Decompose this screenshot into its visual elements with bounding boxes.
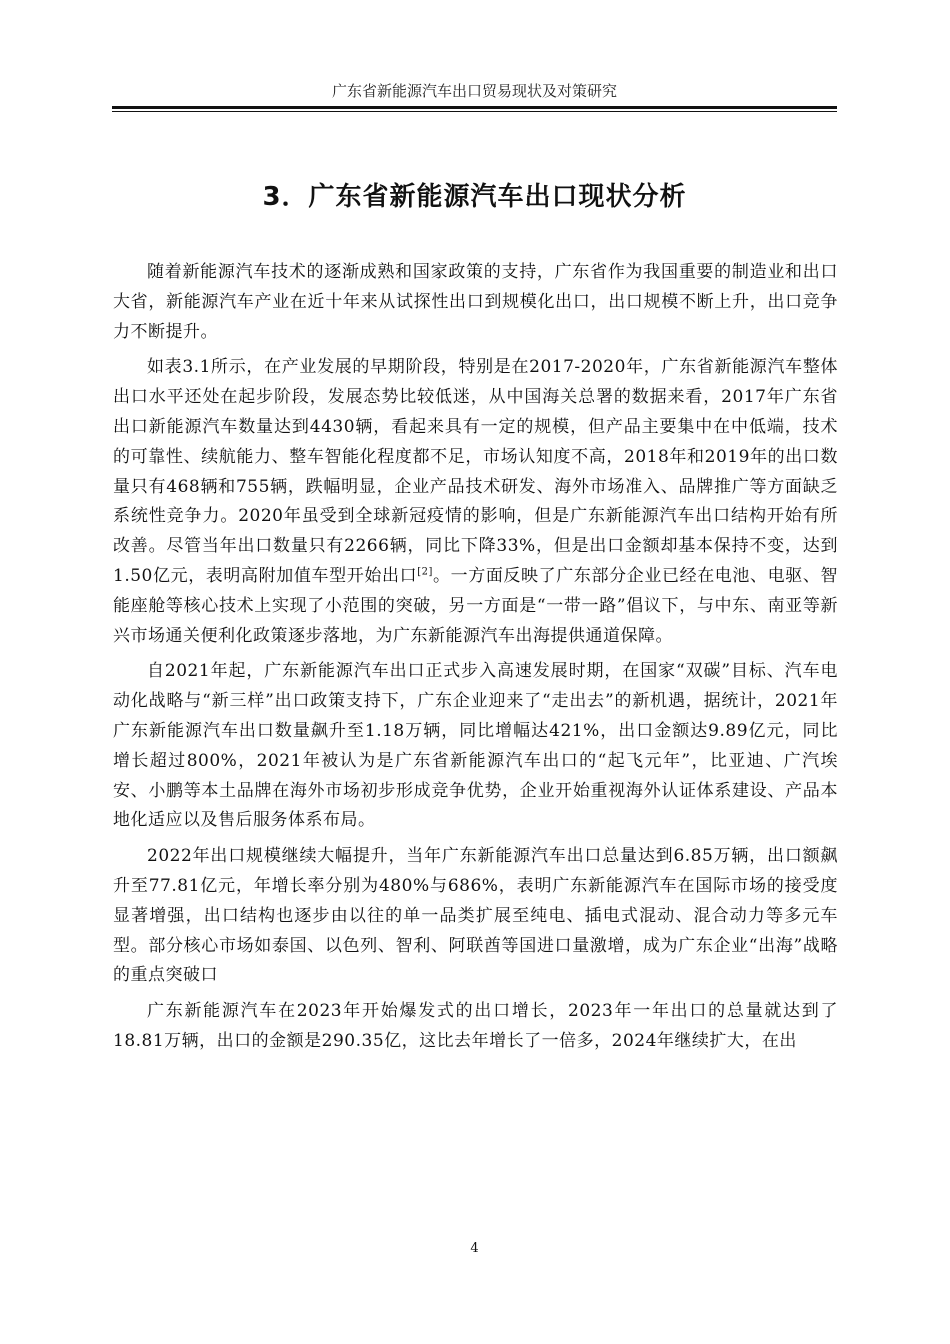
running-header: 广东省新能源汽车出口贸易现状及对策研究: [331, 82, 617, 100]
header-rule-thin: [112, 111, 837, 112]
citation-reference[interactable]: [2]: [417, 566, 433, 578]
paragraph-2023: 广东新能源汽车在2023年开始爆发式的出口增长，2023年一年出口的总量就达到了18.81万辆，出口的金额是290.35亿，这比去年增长了一倍多，2024年继续扩大，在出: [113, 1001, 838, 1051]
paragraph-2021: 自2021年起，广东新能源汽车出口正式步入高速发展时期，在国家“双碳”目标、汽车电动化战略与“新三样”出口政策支持下，广东企业迎来了“走出去”的新机遇，据统计，2021年广东新能源汽车出口数量飙升至1.18万辆，同比增幅达421%，出口金额达9.89亿元，同比增长超过800%，2021年被认为是广东省新能源汽车出口的“起飞元年”，比亚迪、广汽埃安、小鹏等本土品牌在海外市场初步形成竞争优势，企业开始重视海外认证体系建设、产品本地化适应以及售后服务体系布局。: [113, 661, 838, 831]
paragraph-2022: 2022年出口规模继续大幅提升，当年广东新能源汽车出口总量达到6.85万辆，出口额飙升至77.81亿元，年增长率分别为480%与686%，表明广东新能源汽车在国际市场的接受度显著增强，出口结构也逐步由以往的单一品类扩展至纯电、插电式混动、混合动力等多元车型。部分核心市场如泰国、以色列、智利、阿联酋等国进口量激增，成为广东企业“出海”战略的重点突破口: [113, 846, 838, 986]
body-text: [113, 258, 838, 1063]
chapter-title: 3．广东省新能源汽车出口现状分析: [262, 182, 687, 213]
page-number: 4: [470, 1241, 479, 1256]
paragraph-early-stage: [113, 353, 838, 651]
paragraph-intro: 随着新能源汽车技术的逐渐成熟和国家政策的支持，广东省作为我国重要的制造业和出口大省，新能源汽车产业在近十年来从试探性出口到规模化出口，出口规模不断上升，出口竞争力不断提升。: [113, 262, 838, 342]
header-rule-thick: [112, 106, 837, 109]
paragraph-early-stage-text-after: 。一方面反映了广东部分企业已经在电池、电驱、智能座舱等核心技术上实现了小范围的突破，另一方面是“一带一路”倡议下，与中东、南亚等新兴市场通关便利化政策逐步落地，为广东新能源汽车出海提供通道保障。: [113, 565, 838, 646]
paragraph-early-stage-text: 如表3.1所示，在产业发展的早期阶段，特别是在2017-2020年，广东省新能源汽车整体出口水平还处在起步阶段，发展态势比较低迷，从中国海关总署的数据来看，2017年广东省出口新能源汽车数量达到4430辆，看起来具有一定的规模，但产品主要集中在中低端，技术的可靠性、续航能力、整车智能化程度都不足，市场认知度不高，2018年和2019年的出口数量只有468辆和755辆，跌幅明显，企业产品技术研发、海外市场准入、品牌推广等方面缺乏系统性竞争力。2020年虽受到全球新冠疫情的影响，但是广东新能源汽车出口结构开始有所改善。尽管当年出口数量只有2266辆，同比下降33%，但是出口金额却基本保持不变，达到1.50亿元，表明高附加值车型开始出口: [113, 357, 838, 586]
